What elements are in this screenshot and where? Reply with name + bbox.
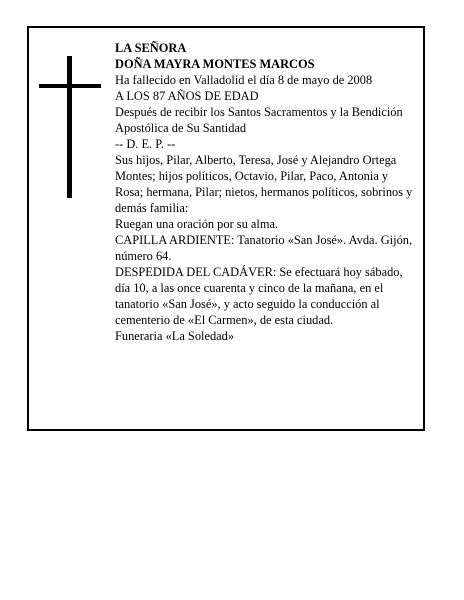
farewell-line: DESPEDIDA DEL CADÁVER: Se efectuará hoy sábado, día 10, a las once cuarenta y cinco de la mañana, en el tanatorio «San José», y acto seguido la conducción al cementerio de «El Carmen», de esta ciudad. [115,265,403,327]
sacraments-line: Después de recibir los Santos Sacramentos y la Bendición Apostólica de Su Santidad [115,105,403,135]
dep-line: -- D. E. P. -- [115,137,176,151]
obituary-notice [27,26,425,431]
age-line: A LOS 87 AÑOS DE EDAD [115,89,259,103]
notice-title: LA SEÑORA [115,41,187,55]
cross-vertical-bar [67,56,72,198]
deceased-name: DOÑA MAYRA MONTES MARCOS [115,57,315,71]
chapel-line: CAPILLA ARDIENTE: Tanatorio «San José». Avda. Gijón, número 64. [115,233,413,263]
prayer-line: Ruegan una oración por su alma. [115,217,279,231]
notice-body [115,40,415,344]
funeral-home-line: Funeraria «La Soledad» [115,329,235,343]
cross-horizontal-bar [39,84,101,88]
death-info: Ha fallecido en Valladolid el día 8 de mayo de 2008 [115,73,373,87]
family-line: Sus hijos, Pilar, Alberto, Teresa, José y Alejandro Ortega Montes; hijos políticos, Octavio, Pilar, Paco, Antonia y Rosa; hermana, Pilar; nietos, hermanos políticos, sobrinos y demás familia: [115,153,413,215]
